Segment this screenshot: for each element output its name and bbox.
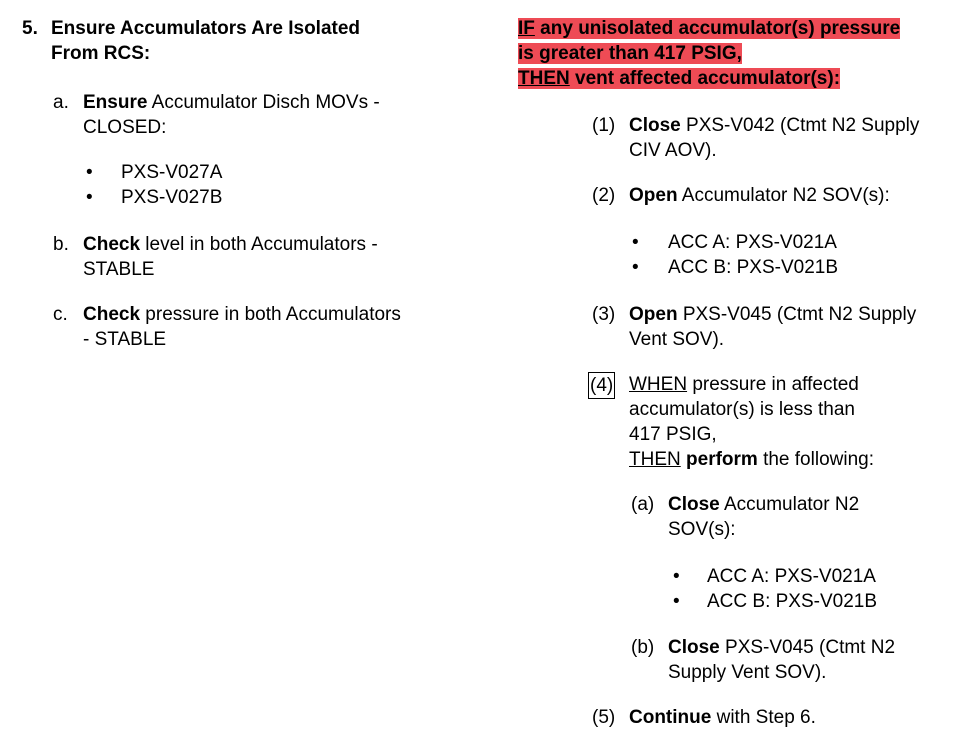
bullet-icon: • xyxy=(673,591,680,612)
substep-a-bullet-1: PXS-V027A xyxy=(121,162,223,183)
step-3-verb: Open xyxy=(629,304,678,325)
substep-b-verb: Check xyxy=(83,234,141,255)
step-4a-line2: SOV(s): xyxy=(668,519,736,540)
substep-b-line2: STABLE xyxy=(83,259,155,280)
substep-a-line1-text: Accumulator Disch MOVs - xyxy=(147,92,380,113)
substep-c-label: c. xyxy=(53,304,68,325)
substep-a-label: a. xyxy=(53,92,69,113)
step-1-line1-text: PXS-V042 (Ctmt N2 Supply xyxy=(680,115,920,136)
step-1-verb: Close xyxy=(629,115,681,136)
step-4b-line1 xyxy=(668,635,895,660)
step-4a-bullet-1: ACC A: PXS-V021A xyxy=(707,566,876,587)
step-4a-number: (a) xyxy=(631,494,655,515)
step-title-line2: From RCS: xyxy=(51,43,151,64)
if-then-header-line1 xyxy=(518,16,900,41)
step-5-number: (5) xyxy=(592,707,616,728)
step-4-verb: perform xyxy=(686,449,758,470)
bullet-icon: • xyxy=(632,232,639,253)
substep-b-line1 xyxy=(83,232,378,257)
step-4-line1 xyxy=(629,372,859,397)
step-5-verb: Continue xyxy=(629,707,712,728)
bullet-icon: • xyxy=(632,257,639,278)
header-line2-text: is greater than 417 PSIG, xyxy=(518,43,742,64)
if-keyword: IF xyxy=(518,18,535,39)
step-4b-verb: Close xyxy=(668,637,720,658)
step-3-line2: Vent SOV). xyxy=(629,329,725,350)
substep-a-bullet-2: PXS-V027B xyxy=(121,187,223,208)
step-title-line1: Ensure Accumulators Are Isolated xyxy=(51,18,361,39)
step-4b-number: (b) xyxy=(631,637,655,658)
substep-c-line2: - STABLE xyxy=(83,329,167,350)
substep-c-verb: Check xyxy=(83,304,141,325)
step-4a-verb: Close xyxy=(668,494,720,515)
step-1-number: (1) xyxy=(592,115,616,136)
step-3-line1 xyxy=(629,302,916,327)
step-4b-line2: Supply Vent SOV). xyxy=(668,662,827,683)
step-2-bullet-2: ACC B: PXS-V021B xyxy=(668,257,839,278)
step-1-line1 xyxy=(629,113,919,138)
bullet-icon: • xyxy=(673,566,680,587)
step-4-line4 xyxy=(629,447,874,472)
header-line1-text: any unisolated accumulator(s) pressure xyxy=(534,18,901,39)
bullet-icon: • xyxy=(86,187,93,208)
step-3-line1-text: PXS-V045 (Ctmt N2 Supply xyxy=(677,304,917,325)
when-keyword: WHEN xyxy=(629,374,688,395)
step-4-line3: 417 PSIG, xyxy=(629,424,717,445)
step-4a-line1 xyxy=(668,492,859,517)
step-5-line1-text: with Step 6. xyxy=(711,707,816,728)
if-then-header-line2 xyxy=(518,41,742,66)
step-4-line2: accumulator(s) is less than xyxy=(629,399,855,420)
step-2-number: (2) xyxy=(592,185,616,206)
step-2-verb: Open xyxy=(629,185,678,206)
substep-b-label: b. xyxy=(53,234,69,255)
step-2-line1 xyxy=(629,183,890,208)
step-4-number: (4) xyxy=(588,372,615,399)
substep-b-line1-text: level in both Accumulators - xyxy=(140,234,378,255)
step-2-line1-text: Accumulator N2 SOV(s): xyxy=(677,185,890,206)
substep-a-line2: CLOSED: xyxy=(83,117,167,138)
then-keyword: THEN xyxy=(518,68,570,89)
step-3-number: (3) xyxy=(592,304,616,325)
substep-c-line1 xyxy=(83,302,401,327)
step-4a-bullet-2: ACC B: PXS-V021B xyxy=(707,591,878,612)
step-4-line1-text: pressure in affected xyxy=(687,374,859,395)
if-then-header-line3 xyxy=(518,66,840,91)
step-4b-line1-text: PXS-V045 (Ctmt N2 xyxy=(719,637,896,658)
then-keyword: THEN xyxy=(629,449,681,470)
step-4a-line1-text: Accumulator N2 xyxy=(719,494,860,515)
substep-c-line1-text: pressure in both Accumulators xyxy=(140,304,401,325)
bullet-icon: • xyxy=(86,162,93,183)
step-2-bullet-1: ACC A: PXS-V021A xyxy=(668,232,837,253)
substep-a-verb: Ensure xyxy=(83,92,148,113)
step-5-line1 xyxy=(629,705,816,730)
substep-a-line1 xyxy=(83,90,380,115)
step-4-line4-text: the following: xyxy=(757,449,874,470)
step-number: 5. xyxy=(22,18,38,39)
header-line3-text: vent affected accumulator(s): xyxy=(569,68,841,89)
step-1-line2: CIV AOV). xyxy=(629,140,717,161)
